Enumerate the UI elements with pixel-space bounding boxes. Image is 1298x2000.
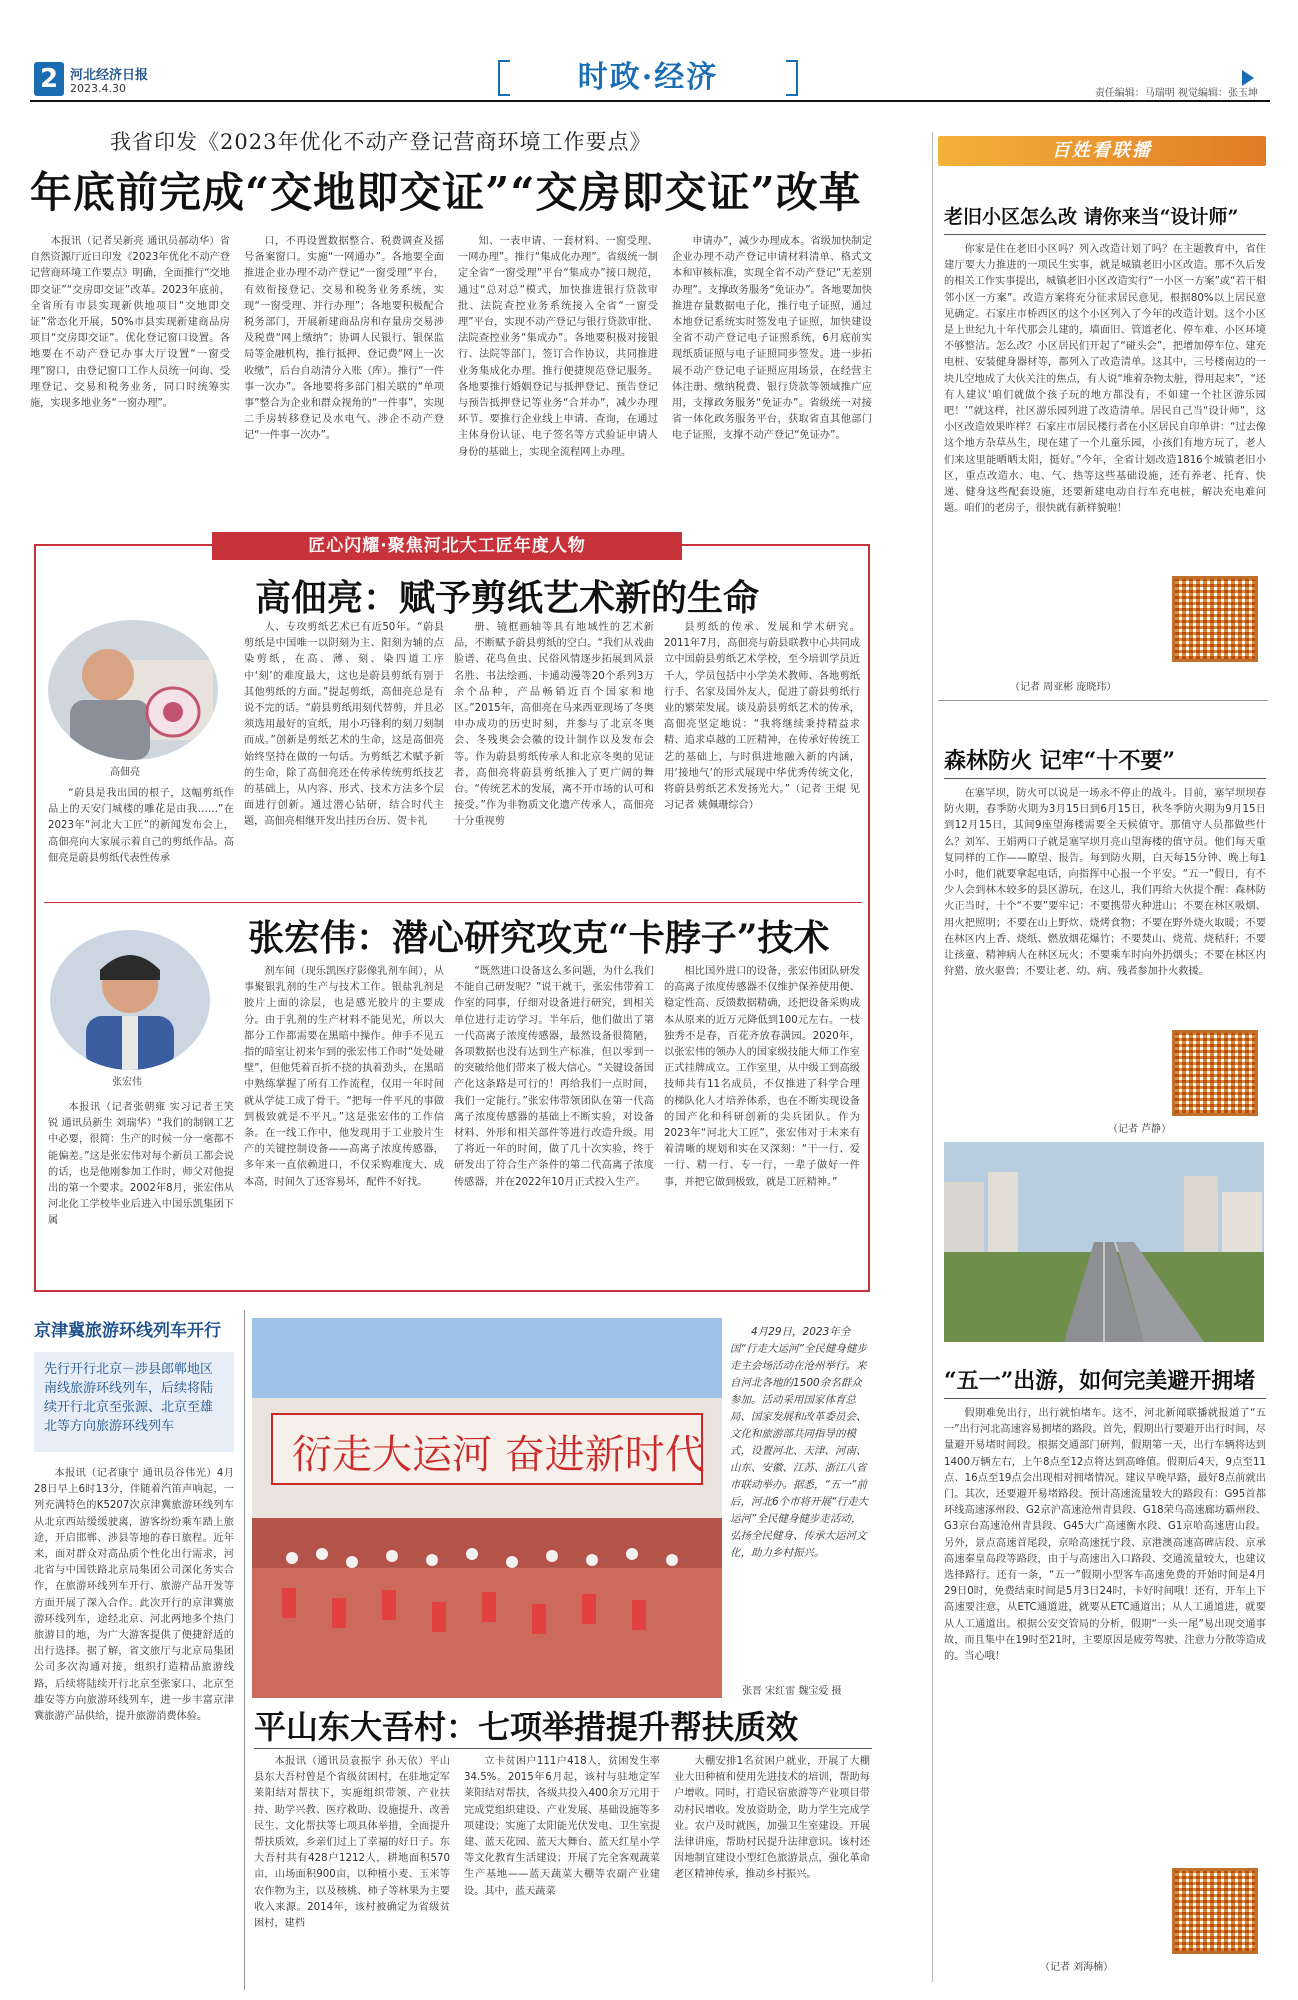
story1-column-2: 册、镜框画轴等具有地域性的艺术新品，不断赋予蔚县剪纸的空白。“我们从戏曲脸谱、花鸟鱼虫、民俗风情逐步拓展到风景名胜、书法绘画、卡通动漫等20个系列3万余个品种，产品畅销近百个国家和地区。”2015年，高佃亮在马来西亚现场了冬奥申办成功的历史时刻，并参与了北京冬奥会、冬残奥会会徽的设计制作以及发布会等。作为蔚县剪纸传承人和北京冬奥的见证者，高佃亮将蔚县剪纸推入了更广阔的舞台。“传统艺术的发展，离不开市场的认可和接受。”作为非物质文化遗产传承人，高佃亮十分重视剪 [454,622,654,828]
sidebar-column-label: 百姓看联播 [938,136,1266,166]
issue-date: 2023.4.30 [70,82,126,95]
portrait-gao [48,620,218,760]
qr-code-icon-2 [1172,1030,1258,1116]
poverty-column-3: 大棚安排1名贫困户就业，开展了大棚业大田种植和使用先进技术的培训，帮助每户增收。同时，打造民宿旅游等产业项目带动村民增收。发放资助金，助力学生完成学业。农户及时就医，加强卫生室建设。开展法律讲座，帮助村民提升法律意识。该村还因地制宜建设小型红色旅游景点，强化革命老区精神传承，推动乡村振兴。 [674,1756,870,1881]
story2-intro: 本报讯（记者张朝雍 实习记者王笑锐 通讯员新生 刘瑞华）“我们的制钢工艺中必要，很简：生产的时候一分一毫都不能偏差。”这是张宏伟对每个新员工都会说的话，也是他刚参加工作时，师父对他提出的第一个要求。2002年8月，张宏伟从河北化工学校毕业后进入中国乐凯集团下属 [48,1102,234,1227]
canal-photo [252,1318,722,1698]
sidebar-story3-text: 假期难免出行，出行就怕堵车。这不，河北新闻联播就报道了“五一”出行河北高速容易拥堵的路段。首先，假期出行要避开出行时间，尽量避开易堵时间段。根据交通部门研判，假期第一天，出行车辆将达到1400万辆左右，上午8点至12点将达到高峰值。假期后4天，9点至11点、16点至19点会出现相对拥堵情况。建议早晚早路，最好8点前就出门。其次，还要避开易堵路段。预计高速流量较大的路段有：G95首都环线高速涿州段、G2京沪高速沧州青县段、G18荣乌高速廊坊霸州段、G3京台高速沧州青县段、G45大广高速衡水段、G1京哈高速唐山段。另外，景点高速首尾段，京哈高速抚宁段、京港澳高速高碑店段、京承高速秦皇岛段等路段，由于与高速出入口路段、交通流量较大，也建议选择路行。还有一条，“五一”假期小型客车高速免费的开始时间是4月29日0时，免费结束时间是5月3日24时，卡好时间哦！还有，开车上下高速要注意，从ETC通道进，就要从ETC通道出；从人工通道进，就要从人工通道出。根据公安交管局的分析，假期“一头一尾”易出现交通事故，而且集中在19时至21时，主要原因是疲劳驾驶、注意力分散等造成的。当心哦！ [944,1408,1266,1663]
story1-intro: “蔚县是我出国的根子，这幅剪纸作品上的天安门城楼的雕花是由我……”在2023年“河北大工匠”的新闻发布会上，高佃亮向大家展示着自己的剪纸作品。高佃亮是蔚县剪纸代表性传承 [48,788,234,864]
lead-column-2: 口，不再设置数据整合、税费调查及摇号备案窗口。实施“一网通办”。各地要全面推进企业办理不动产登记“一窗受理”平台，有效衔接登记、交易和税务业务系统，实现“一窗受理、并行办理”；各地要积极配合税务部门，开展新建商品房和存量房交易涉及税费“网上缴纳”；协调人民银行、银保监局等金融机构，推行抵押、登记费“网上一次收缴”，后台自动清分入账（库）。推行“一件事一次办”。各地要将多部门相关联的“单项事”整合为企业和群众视角的“一件事”，实现二手房转移登记及水电气、涉企不动产登记“一件事一次办”。 [244,236,444,442]
sidebar-story2-text: 在塞罕坝，防火可以说是一场永不停止的战斗。目前，塞罕坝坝春防火期，春季防火期为3月15日到6月15日，秋冬季防火期为9月15日到12月15日，其间9座望海楼需要全天候值守。那值守人员都做些什么？刘军、王娟两口子就是塞罕坝月亮山望海楼的值守员。他们每天重复同样的工作——瞭望、报告。每到防火期，白天每15分钟、晚上每1小时，他们就要拿起电话，向指挥中心报一个平安。“五一”假日，有不少人会到林木较多的县区游玩，在这儿，我们再给大伙提个醒：森林防火正当时，十个“不要”要牢记：不要携带火种进山；不要在林区吸烟、用火把照明；不要在山上野炊、烧烤食物；不要在野外烧火取暖；不要在林区内上香、烧纸、燃放烟花爆竹；不要焚山、烧荒、烧秸秆；不要让孩童、精神病人在林区玩火；不要乘车时向外扔烟头；不要在林区内狩猎、放火驱兽；不要让老、幼、病、残者参加扑火救援。 [944,788,1266,978]
canal-caption: 4月29日，2023年全国“行走大运河”全民健身健步走主会场活动在沧州举行。来自河北各地的1500余名群众参加。活动采用国家体育总局、国家发展和改革委员会、文化和旅游部共同指导的模式，设置河北、天津、河南、山东、安徽、江苏、浙江八省市联动举办。据悉，“五一”前后，河北6个市将开展“行走大运河”全民健身健步走活动，弘扬全民健身、传承大运河文化，助力乡村振兴。 [730,1326,869,1559]
story2-column-1: 剂车间（现乐凯医疗影像乳剂车间），从事聚银乳剂的生产与技术工作。银盐乳剂是胶片上面的涂层，也是感光胶片的主要成分。由于乳剂的生产材料不能见光，所以大都分工作都需要在黑暗中操作。伸手不见五指的暗室让初来乍到的张宏伟工作时“处处碰壁”，但他凭着百折不挠的执着劲头，在黑暗中熟练掌握了所有工作流程，仅用一年时间就从学徒工成了骨干。“把每一件平凡的事做到极致就是不平凡。”这是张宏伟的工作信条。在一线工作中，他发现用于工业胶片生产的关键控制设备——高离子浓度传感器，多年来一直依赖进口，不仅采购难度大、成本高，时间久了还容易坏，配件不好找。 [244,966,444,1188]
lead-headline: 年底前完成“交地即交证”“交房即交证”改革 [30,168,862,217]
sidebar-story3-headline: “五一”出游，如何完美避开拥堵 [944,1368,1256,1394]
sidebar-story1-headline: 老旧小区怎么改 请你来当“设计师” [944,206,1239,228]
portrait-zhang [50,930,210,1070]
sidebar-story1-text-cont [944,576,1164,686]
editors-line: 责任编辑：马瑞明 视觉编辑：张玉坤 [1094,88,1258,99]
highway-photo [944,1142,1264,1342]
story1-column-3: 县剪纸的传承、发展和学术研究。2011年7月，高佃亮与蔚县联教中心共同成立中国蔚县剪纸艺术学校，至今培训学员近千人，学员包括中小学美术教师、各地剪纸行手、名家及国外友人，促进了蔚县剪纸行业的繁荣发展。谈及蔚县剪纸艺术的传承，高佃亮坚定地说：“我将继续秉持精益求精、追求卓越的工匠精神，在传承好传统工艺的基础上，与时俱进地融入新的内涵，用‘接地气’的形式展现中华优秀传统文化，将蔚县剪纸艺术发扬光大。”（记者 王焜 见习记者 姚佩珊综合） [664,622,860,812]
paper-name: 河北经济日报 [70,68,149,83]
canal-banner-text: 衍走大运河 奋进新时代 [292,1432,705,1478]
story1-headline: 高佃亮：赋予剪纸艺术新的生命 [255,577,760,619]
story2-column-2: “既然进口设备这么多问题，为什么我们不能自己研发呢？”说干就干，张宏伟带着工作室的同事，仔细对设备进行研究，到相关单位进行走访学习。半年后，他们做出了第一代高离子浓度传感器，最然设备很简陋，各项数据也没有达到生产标准，但以零到一的突破给他们带来了极大信心。“关键设备国产化这条路是可行的！再给我们一点时间，我们一定能行。”张宏伟带领团队在第一代高离子浓度传感器的基础上不断实验，对设备材料、外形和相关部件等进行改造升级。用了将近一年的时间，做了几十次实验，终于研发出了符合生产条件的第二代高离子浓度传感器，并在2022年10月正式投入生产。 [454,966,654,1188]
sidebar-story2-byline: （记者 芦静） [1108,1124,1172,1135]
lead-kicker: 我省印发《2023年优化不动产登记营商环境工作要点》 [110,130,652,154]
travel-deck: 先行开行北京－涉县郎郸地区南线旅游环线列车，后续将陆续开行北京至张源、北京至雄北等方向旅游环线列车 [34,1352,234,1452]
qr-code-icon-1 [1172,576,1258,662]
masthead [28,58,1268,98]
sidebar-story3-byline: （记者 刘海楠） [1040,1962,1114,1973]
feature-banner: 匠心闪耀·聚焦河北大工匠年度人物 [212,532,682,560]
travel-headline: 京津冀旅游环线列车开行 [34,1321,221,1341]
sidebar-story2-headline: 森林防火 记牢“十不要” [944,748,1175,774]
poverty-column-1: 本报讯（通讯员袁振宇 孙天依）平山县东大吾村曾是个省级贫困村，在驻地定军莱阳结对帮扶下，实施组织带领、产业扶持、助学兴教、医疗救助、设施提升、改善民生、文化帮扶等七项具体举措，全面提升帮扶质效，乡亲们过上了幸福的好日子。东大吾村共有428户1212人，耕地面积570亩，山场面积900亩，以种植小麦、玉米等农作物为主，以及核桃、柿子等林果为主要收入来源。2014年，该村被确定为省级贫困村，建档 [254,1756,450,1930]
poverty-column-2: 立卡贫困户111户418人，贫困发生率34.5%。2015年6月起，该村与驻地定军莱阳结对帮扶，各级共投入400余万元用于完成党组织建设、产业发展、基础设施等多项建设；实施了太阳能光伏发电、卫生室提建、蓝天花园、蓝天大舞台、蓝天红星小学等文化教育生活建设；开展了完全客观蔬菜生产基地——蓝天蔬菜大棚等农副产业建设。其中，蓝天蔬菜 [464,1756,660,1897]
portrait-caption-zhang: 张宏伟 [112,1077,142,1088]
lead-column-4: 申请办”，减少办理成本。省级加快制定企业办理不动产登记申请材料清单、格式文本和审核标准，实现全省不动产登记“无差别办理”。支撑政务服务“免证办”。各地要加快推进存量数据电子化，推行电子证照，通过本地登记系统实时签发电子证照，加快建设全省不动产登记电子证照系统，6月底前实现纸质证照与电子证照同步签发。进一步拓展不动产登记电子证照应用场景，在经营主体注册、缴纳税费、银行贷款等领域推广应用，支撑政务服务“免证办”。省级统一对接省一体化政务服务平台，获取省直其他部门电子证照，支撑不动产登记“免证办”。 [672,236,872,442]
page-number: 2 [34,62,64,96]
story2-column-3: 相比国外进口的设备，张宏伟团队研发的高离子浓度传感器不仅维护保养使用便、稳定性高、反馈数据精确，还把设备采购成本从原来的近万元降低到100元左右。一枝独秀不是春，百花齐放春满园。2020年，以张宏伟的领办人的国家级技能大师工作室正式挂牌成立。工作室里，从中级工到高级技师共有11名成员，不仅推进了科学合理的梯队化人才培养体系，也在不断实现设备的国产化和科研创新的尖兵团队。作为2023年“河北大工匠”，张宏伟对于未来有着清晰的规划和实在又深刻：“干一行、爱一行、精一行、专一行，一辈子做好一件事，并把它做到极致，就是工匠精神。” [664,966,860,1188]
sidebar-story1-byline: （记者 周亚彬 庞晓玮） [1010,682,1117,693]
poverty-headline: 平山东大吾村：七项举措提升帮扶质效 [254,1708,799,1746]
story2-headline: 张宏伟：潜心研究攻克“卡脖子”技术 [248,917,830,959]
bracket-left-icon [498,60,510,96]
story1-column-1: 人、专攻剪纸艺术已有近50年。“蔚县剪纸是中国唯一以阴刻为主、阳刻为辅的点染剪纸，在高、薄、刻、染四道工序中‘刻’的难度最大，这也是蔚县剪纸有别于其他剪纸的方面。”提起剪纸，高佃亮总是有说不完的话。“蔚县剪纸用刻代替剪，并且必须选用最好的宣纸，用小巧锋利的刻刀刻制而成。”创新是剪纸艺术的生命，这是高佃亮始终坚持在做的一句话。为剪纸艺术赋予新的生命，除了高佃亮还在传承传统剪纸技艺的基础上，从内容、形式、技术方法多个层面进行创新。通过潜心钻研，结合时代主题，高佃亮相继开发出挂历台历、贺卡礼 [244,622,444,828]
bracket-right-icon [786,60,798,96]
sidebar-story1-text: 你家是住在老旧小区吗？列入改造计划了吗？在主题教育中，省住建厅要大力推进的一项民生实事，就是城镇老旧小区改造。那不久后发的相关工作实事提出，城镇老旧小区改造实行“一小区一方案”或“若干相邻小区一方案”。改造方案将充分征求居民意见，根据80%以上居民意见确定。石家庄市桥西区的这个小区列入了今年的改造计划。这个小区是上世纪九十年代那会儿建的，墙面旧、管道老化、停车难、小区环境不够整洁。怎么改？小区居民们开起了“碰头会”，把增加停车位、建充电桩、安装健身器材等，都列入了改造清单。这其中，三号楼南边的一块儿空地成了大伙关注的焦点，有人说“堆着杂物太脏，得用起来”，“还有人建议‘咱们就做个孩子玩的地方都没有，不如建一个社区游乐园吧！’”就这样，社区游乐园列进了改造清单。居民自己当“设计师”，这小区改造效果咋样？石家庄市居民楼行者在小区居民自印单讲：“过去像这个地方杂草丛生，现在建了一个儿童乐园，小孩们有地方玩了，老人们来这里能晒晒太阳，挺好。”今年，全省计划改造1816个城镇老旧小区，重点改造水、电、气、热等这些基础设施，还有养老、托育、快递、健身这些配套设施，还要新建电动自行车充电桩，解决充电难问题。咱们的老房子，很快就有新样貌啦！ [944,244,1266,515]
canal-photo-credit: 张晋 宋红雷 魏宝爱 摄 [742,1686,842,1697]
section-title: 时政·经济 [498,58,798,98]
portrait-caption-gao: 高佃亮 [110,767,140,778]
lead-column-3: 知、一表申请、一套材料、一窗受理、一网办理”。推行“集成化办理”。省级统一制定全省“一窗受理”平台“集成办”接口规范，通过“总对总”模式，加快推进银行贷款审批、法院查控业务系统接入全省“一窗受理”平台，实现不动产登记与银行贷款审批、法院查控业务“集成办”。各地要积极对接银行、法院等部门，签订合作协议，共同推进业务集成化办理。推行便捷规范登记服务。各地要推行婚姻登记与抵押登记、预告登记与预告抵押登记等业务“合并办”，减少办理环节。要推行企业线上申请、查询，在通过主体身份认证、电子签名等方式验证申请人身份的基础上，实现全流程网上办理。 [458,236,658,458]
qr-code-icon-3 [1172,1868,1258,1954]
travel-text: 本报讯（记者康宁 通讯员谷伟光）4月28日早上6时13分，伴随着汽笛声响起，一列充满特色的K5207次京津冀旅游环线列车从北京西站缓缓驶离，游客纷纷乘车踏上旅途，开启邯郸、涉县等地的春日旅程。近年来，面对群众对高品质个性化出行需求，河北省与中国铁路北京局集团公司深化务实合作，在旅游环线列车开行、旅游产品开发等方面开展了深入合作。此次开行的京津冀旅游环线列车，途经北京、河北两地多个热门旅游目的地，为广大游客提供了便捷舒适的出行选择。据了解，省文旅厅与北京局集团公司多次沟通对接，组织打造精品旅游线路，后续将陆续开行北京至张家口、北京至雄安等方向旅游环线列车，进一步丰富京津冀旅游产品供给，提升旅游消费体验。 [34,1468,234,1723]
lead-column-1: 本报讯（记者吴新亮 通讯员郝动华）省自然资源厅近日印发《2023年优化不动产登记营商环境工作要点》明确，全面推行“交地即交证”“交房即交证”改革。2023年底前，全省所有市县实现新供地项目“交地即交证”常态化开展，50%市县实现新建商品房项目“交房即交证”。优化登记窗口设置。各地要在不动产登记办事大厅设置“一窗受理”窗口，由登记窗口工作人员统一问询、受理登记、交易和税务业务，同口时统筹实施，实现多地业务“一窗办理”。 [30,236,230,410]
